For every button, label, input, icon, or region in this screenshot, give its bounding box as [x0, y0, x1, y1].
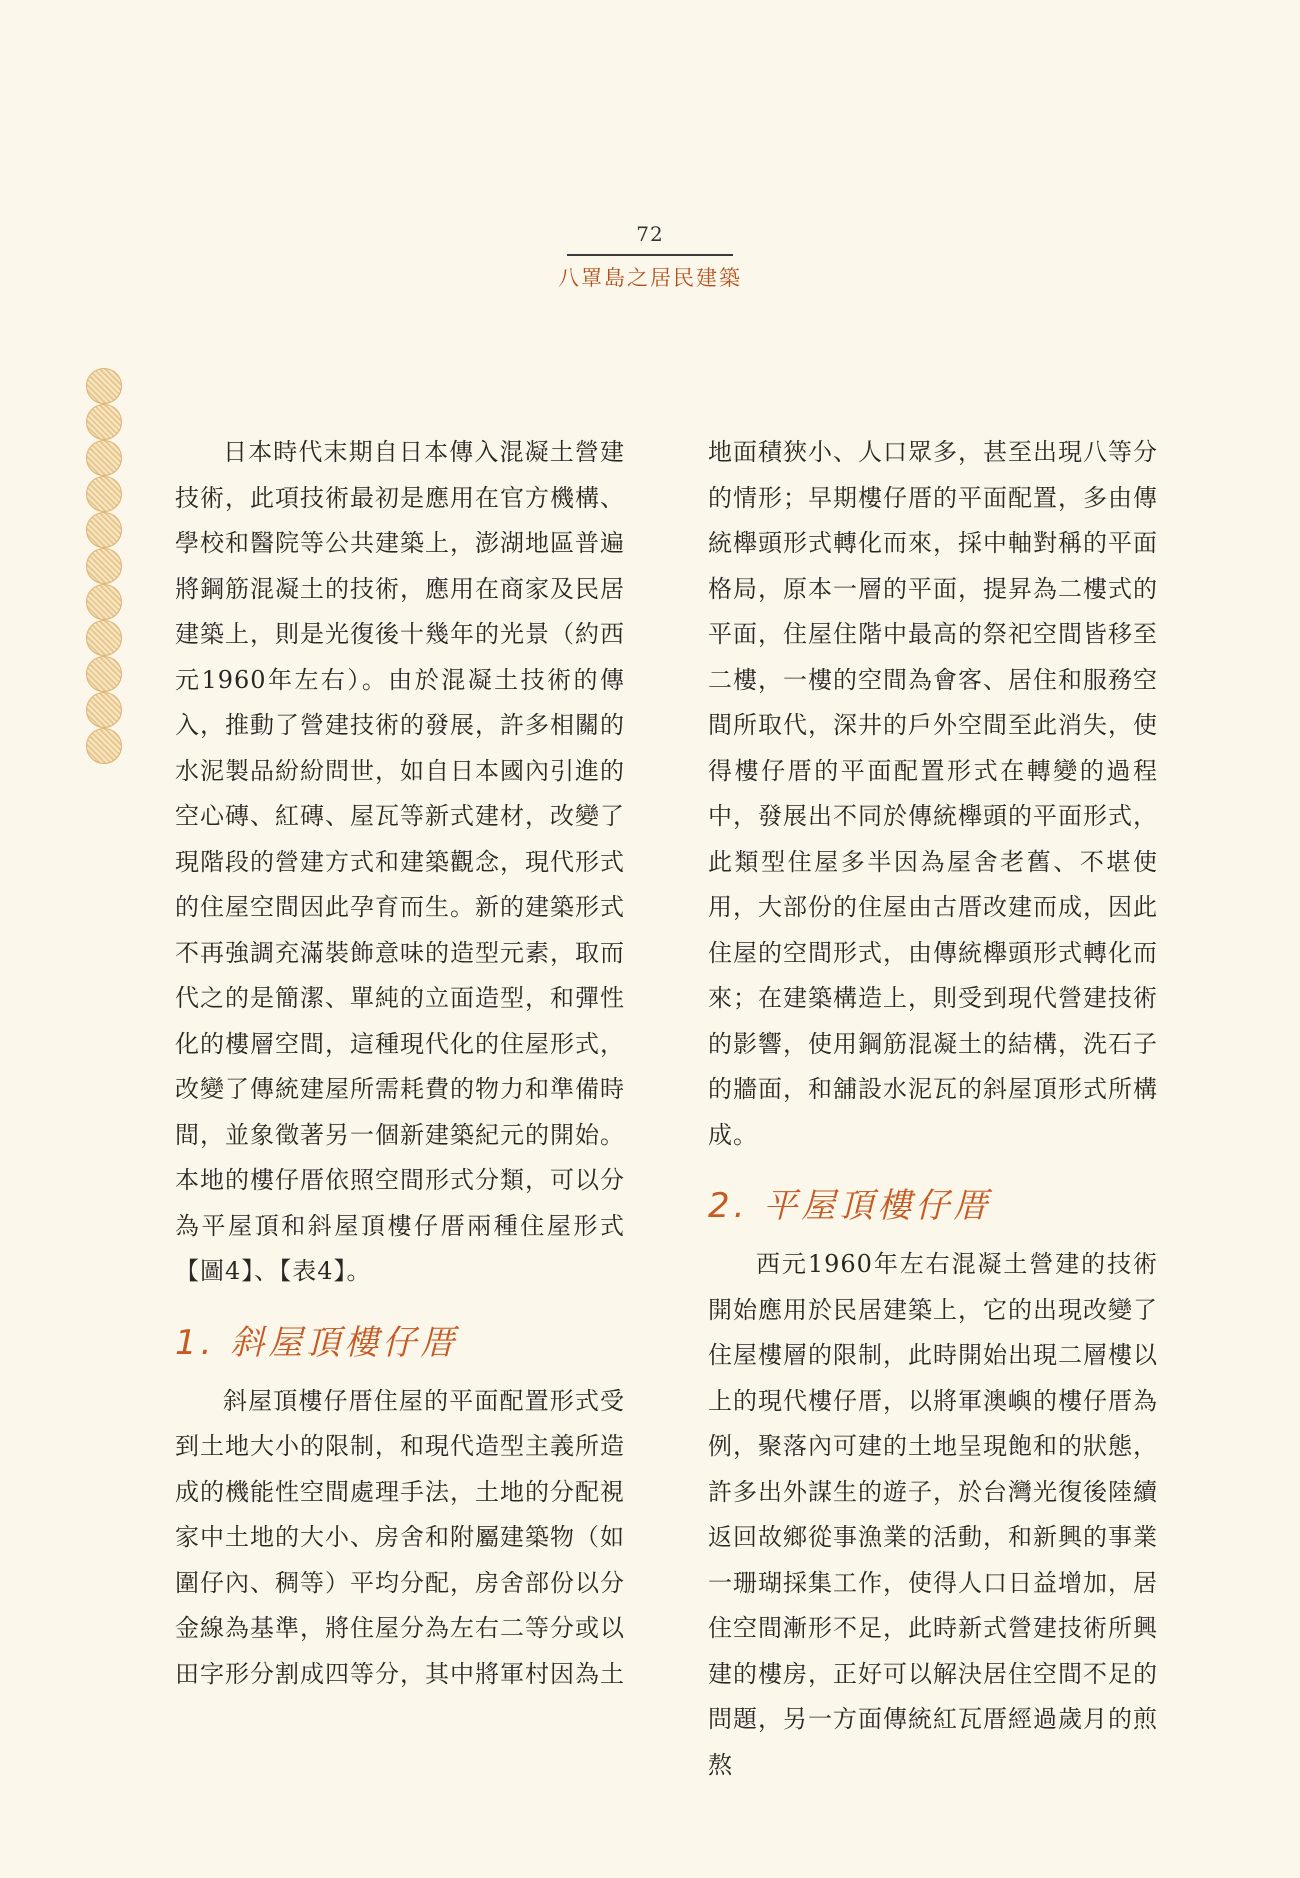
running-title: 八罩島之居民建築 [558, 266, 742, 290]
body-paragraph: 西元1960年左右混凝土營建的技術開始應用於民居建築上，它的出現改變了住屋樓層的限制，此時開始出現二層樓以上的現代樓仔厝，以將軍澳嶼的樓仔厝為例，聚落內可建的土地呈現飽和的狀態，許多出外謀生的遊子，於台灣光復後陸續返回故鄉從事漁業的活動，和新興的事業一珊瑚採集工作，使得人口日益增加，居住空間漸形不足，此時新式營建技術所興建的樓房，正好可以解決居住空間不足的問題，另一方面傳統紅瓦厝經過歲月的煎熬 [708, 1250, 1158, 1779]
left-column [175, 430, 625, 1697]
body-paragraph: 斜屋頂樓仔厝住屋的平面配置形式受到土地大小的限制，和現代造型主義所造成的機能性空間處理手法，土地的分配視家中土地的大小、房舍和附屬建築物（如圍仔內、稠等）平均分配，房舍部份以分金線為基準，將住屋分為左右二等分或以田字形分割成四等分，其中將軍村因為土 [175, 1386, 625, 1688]
ornament-dots-icon [86, 368, 126, 764]
body-paragraph: 日本時代末期自日本傳入混凝土營建技術，此項技術最初是應用在官方機構、學校和醫院等公共建築上，澎湖地區普遍將鋼筋混凝土的技術，應用在商家及民居建築上，則是光復後十幾年的光景（約西元1960年左右）。由於混凝土技術的傳入，推動了營建技術的發展，許多相關的水泥製品紛紛問世，如自日本國內引進的空心磚、紅磚、屋瓦等新式建材，改變了現階段的營建方式和建築觀念，現代形式的住屋空間因此孕育而生。新的建築形式不再強調充滿裝飾意味的造型元素，取而代之的是簡潔、單純的立面造型，和彈性化的樓層空間，這種現代化的住屋形式，改變了傳統建屋所需耗費的物力和準備時間，並象徵著另一個新建築紀元的開始。本地的樓仔厝依照空間形式分類，可以分為平屋頂和斜屋頂樓仔厝兩種住屋形式【圖4】、【表4】。 [175, 438, 625, 1285]
body-paragraph: 地面積狹小、人口眾多，甚至出現八等分的情形；早期樓仔厝的平面配置，多由傳統櫸頭形式轉化而來，採中軸對稱的平面格局，原本一層的平面，提昇為二樓式的平面，住屋住階中最高的祭祀空間皆移至二樓，一樓的空間為會客、居住和服務空間所取代，深井的戶外空間至此消失，使得樓仔厝的平面配置形式在轉變的過程中，發展出不同於傳統櫸頭的平面形式，此類型住屋多半因為屋舍老舊、不堪使用，大部份的住屋由古厝改建而成，因此住屋的空間形式，由傳統櫸頭形式轉化而來；在建築構造上，則受到現代營建技術的影響，使用鋼筋混凝土的結構，洗石子的牆面，和舖設水泥瓦的斜屋頂形式所構成。 [708, 438, 1158, 1149]
section-heading: 1. 斜屋頂樓仔厝 [175, 1322, 459, 1363]
right-column [708, 430, 1158, 1788]
page-header [0, 222, 1300, 292]
section-heading: 2. 平屋頂樓仔厝 [708, 1186, 992, 1226]
page-number: 72 [636, 222, 664, 246]
header-divider [567, 254, 733, 256]
